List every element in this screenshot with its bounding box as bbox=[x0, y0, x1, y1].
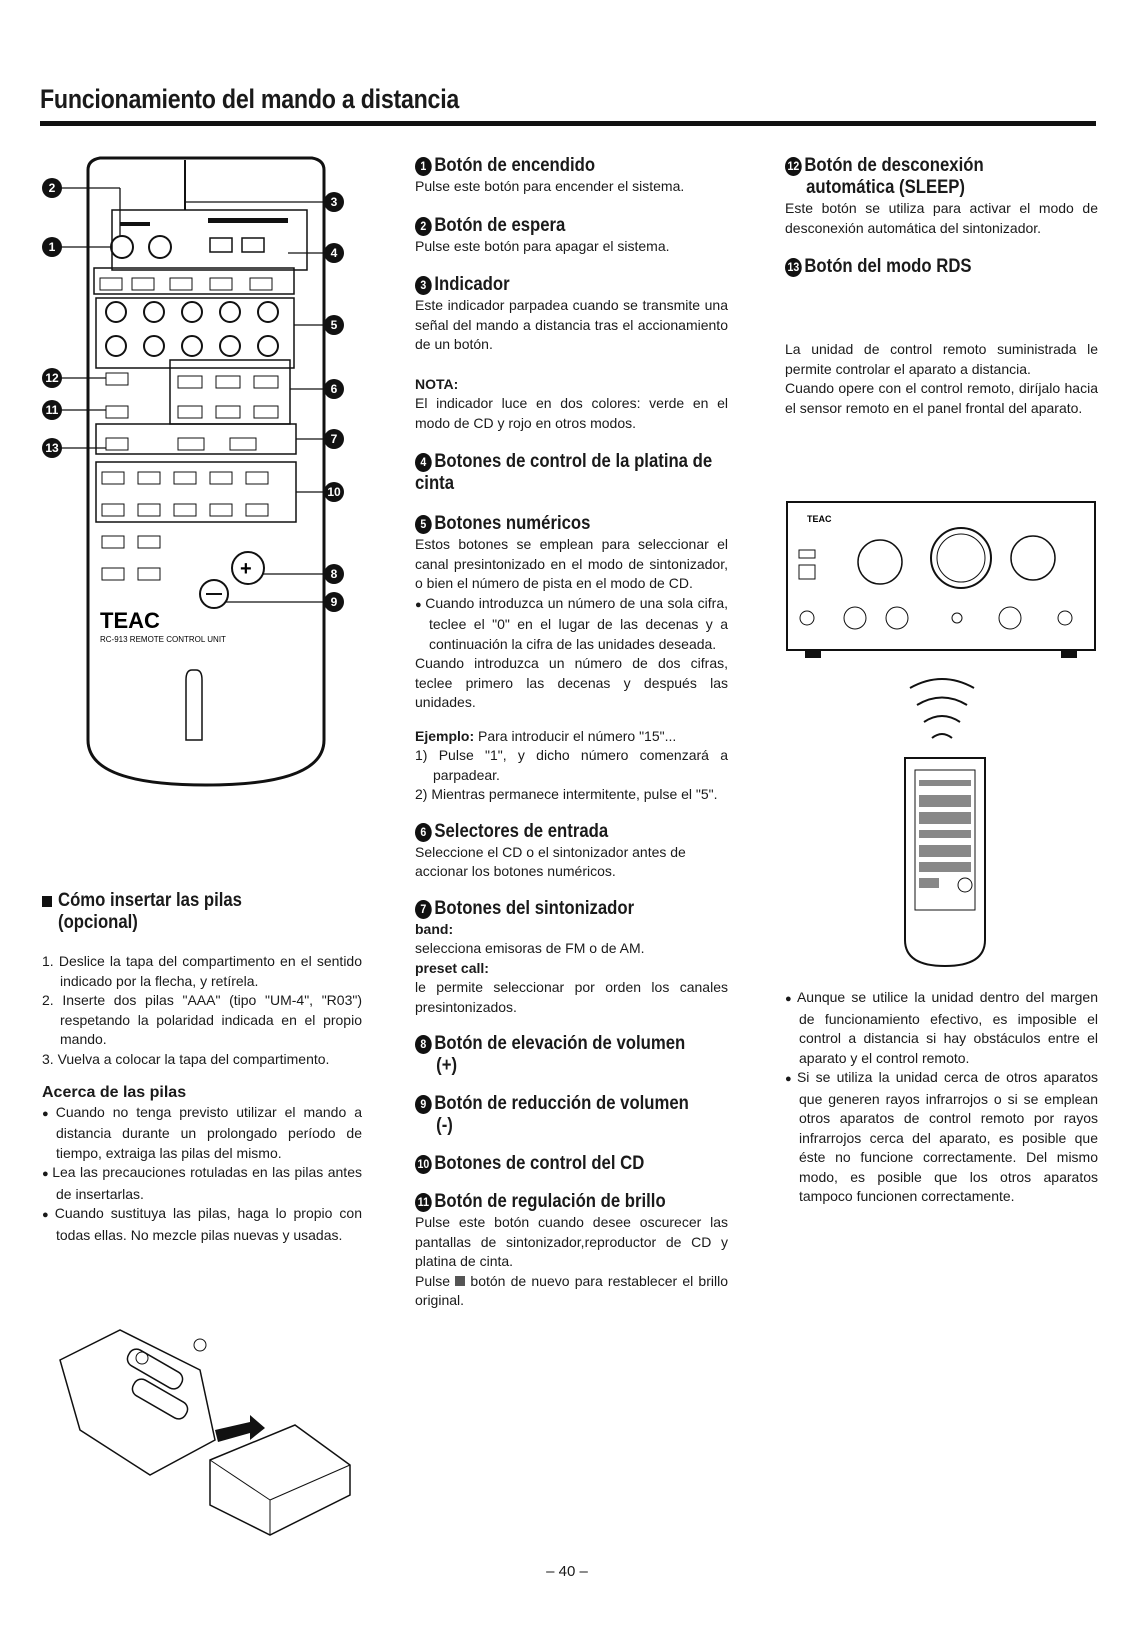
range-note-2: ● Si se utiliza la unidad cerca de otros aparatos que generen rayos infrarrojos o si se emplean otros aparatos de control remoto por rayos infrarrojos cerca del aparato, es posible que éste no funcione correctamente. Del mismo modo, es posible que los otros aparatos tampoco funcionen correctamente. bbox=[785, 1068, 1098, 1207]
remote-brand: TEAC bbox=[100, 608, 160, 633]
title-rule bbox=[40, 121, 1096, 126]
amplifier-illustration bbox=[785, 500, 1100, 970]
band-text: selecciona emisoras de FM o de AM. bbox=[415, 940, 645, 956]
example-label: Ejemplo: bbox=[415, 727, 475, 744]
section-11-text2: Pulse botón de nuevo para restablecer el brillo original. bbox=[415, 1272, 729, 1308]
battery-insertion-illustration bbox=[50, 1320, 370, 1550]
section-6-title: 6 Selectores de entrada bbox=[415, 821, 690, 843]
section-12-text: Este botón se utiliza para activar el modo de desconexión automática del sintonizador. bbox=[785, 200, 1098, 236]
amp-brand: TEAC bbox=[807, 514, 832, 524]
section-12-title: 12 Botón de desconexión bbox=[785, 155, 1060, 177]
battery-heading: Cómo insertar las pilas (opcional) bbox=[58, 890, 243, 933]
svg-text:+: + bbox=[240, 558, 252, 580]
section-13-title: 13 Botón del modo RDS bbox=[785, 256, 1060, 278]
callout-9: 9 bbox=[330, 595, 338, 609]
callout-7: 7 bbox=[330, 432, 338, 446]
remote-model: RC-913 REMOTE CONTROL UNIT bbox=[100, 635, 226, 644]
range-note-1: ● Aunque se utilice la unidad dentro del margen de funcionamiento efectivo, es imposible el control a distancia si hay obstáculos entre el aparato y el control remoto. bbox=[785, 988, 1098, 1068]
section-1-title: 1 Botón de encendido bbox=[415, 155, 690, 177]
callout-12: 12 bbox=[45, 371, 59, 385]
page-title: Funcionamiento del mando a distancia bbox=[40, 84, 460, 114]
section-2-title: 2 Botón de espera bbox=[415, 215, 690, 237]
callout-2: 2 bbox=[48, 181, 56, 195]
section-3-title: 3 Indicador bbox=[415, 274, 690, 296]
section-8-suffix: (+) bbox=[436, 1055, 458, 1076]
section-12-title2: automática (SLEEP) bbox=[806, 177, 966, 198]
battery-note-2: ● Lea las precauciones rotuladas en las pilas antes de insertarlas. bbox=[42, 1163, 362, 1204]
about-batteries-heading: Acerca de las pilas bbox=[42, 1084, 187, 1101]
preset-text: le permite seleccionar por orden los canales presintonizados. bbox=[415, 979, 728, 1015]
battery-step-2: 2. Inserte dos pilas "AAA" (tipo "UM-4", "R03") respetando la polaridad indicada en el propio mando. bbox=[42, 992, 362, 1047]
nota-text: El indicador luce en dos colores: verde en el modo de CD y rojo en otros modos. bbox=[415, 395, 728, 431]
section-6-text: Seleccione el CD o el sintonizador antes de accionar los botones numéricos. bbox=[415, 843, 686, 879]
example-text: Para introducir el número "15"... bbox=[478, 727, 677, 744]
middle-column bbox=[415, 155, 728, 1311]
section-5-title: 5 Botones numéricos bbox=[415, 513, 690, 535]
battery-step-3: 3. Vuelva a colocar la tapa del compartimento. bbox=[42, 1050, 330, 1067]
section-11-title: 11 Botón de regulación de brillo bbox=[415, 1191, 690, 1213]
example-step-2: 2) Mientras permanece intermitente, pulse el "5". bbox=[415, 786, 718, 802]
page-number: – 40 – bbox=[546, 1563, 588, 1580]
callout-1: 1 bbox=[48, 240, 56, 254]
battery-section bbox=[42, 890, 362, 1245]
section-1-text: Pulse este botón para encender el sistema. bbox=[415, 178, 685, 194]
section-2-text: Pulse este botón para apagar el sistema. bbox=[415, 237, 670, 254]
callout-10: 10 bbox=[327, 485, 341, 499]
intro-text-2: Cuando opere con el control remoto, diríjalo hacia el sensor remoto en el panel frontal del aparato. bbox=[785, 380, 1098, 416]
nota-label: NOTA: bbox=[415, 375, 459, 392]
example-step-1: 1) Pulse "1", y dicho número comenzará a parpadear. bbox=[415, 747, 728, 783]
section-4-title: 4 Botones de control de la platina de cinta bbox=[415, 451, 713, 494]
callout-6: 6 bbox=[330, 382, 338, 396]
preset-label: preset call: bbox=[415, 959, 489, 976]
intro-text: La unidad de control remoto suministrada le permite controlar el aparato a distancia. bbox=[785, 341, 1098, 377]
section-3-text: Este indicador parpadea cuando se transmite una señal del mando a distancia tras el accionamiento de un botón. bbox=[415, 297, 728, 352]
remote-control-illustration bbox=[30, 140, 360, 800]
band-label: band: bbox=[415, 920, 454, 937]
section-5-text2: Cuando introduzca un número de dos cifras, teclee primero las decenas y después las unidades. bbox=[415, 655, 728, 710]
section-9-title: 9 Botón de reducción de volumen bbox=[415, 1093, 690, 1115]
right-column bbox=[785, 155, 1098, 418]
battery-note-1: ● Cuando no tenga previsto utilizar el mando a distancia durante un prolongado período de tiempo, extraiga las pilas del mismo. bbox=[42, 1103, 362, 1164]
battery-step-1: 1. Deslice la tapa del compartimento en el sentido indicado por la flecha, y retírela. bbox=[42, 953, 362, 989]
section-7-title: 7 Botones del sintonizador bbox=[415, 898, 690, 920]
callout-3: 3 bbox=[330, 195, 338, 209]
section-8-title: 8 Botón de elevación de volumen bbox=[415, 1033, 690, 1055]
callout-5: 5 bbox=[330, 318, 338, 332]
callout-8: 8 bbox=[330, 567, 338, 581]
section-9-suffix: (-) bbox=[436, 1115, 453, 1136]
section-5-text: Estos botones se emplean para seleccionar el canal presintonizado en el modo de sintonizador, o bien el número de pista en el modo de CD. bbox=[415, 536, 728, 591]
section-10-title: 10 Botones de control del CD bbox=[415, 1153, 690, 1175]
callout-4: 4 bbox=[330, 246, 338, 260]
battery-note-3: ● Cuando sustituya las pilas, haga lo propio con todas ellas. No mezcle pilas nuevas y usadas. bbox=[42, 1204, 362, 1245]
callout-11: 11 bbox=[45, 403, 59, 417]
section-11-text: Pulse este botón cuando desee oscurecer las pantallas de sintonizador,reproductor de CD y platina de cinta. bbox=[415, 1214, 728, 1269]
right-notes bbox=[785, 988, 1098, 1207]
callout-13: 13 bbox=[45, 441, 59, 455]
section-5-bullet: ● Cuando introduzca un número de una sola cifra, teclee el "0" en el lugar de las decenas y a continuación la cifra de las unidades deseada. bbox=[415, 594, 728, 655]
